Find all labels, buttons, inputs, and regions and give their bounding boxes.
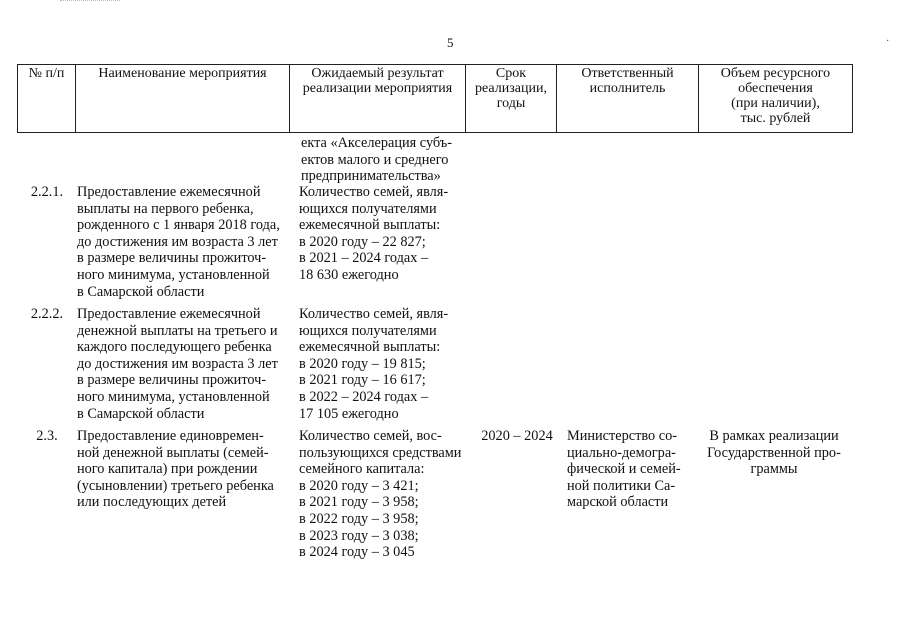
header-term: Срок реализации, годы: [466, 65, 557, 133]
row-name: Предоставление ежемесячной выплаты на первого ребенка, рожденного с 1 января 2018 года, до достижения им возраста 3 лет в размере величины прожиточ- ного минимума, установленной в Самарской области: [77, 184, 280, 300]
row-executor: Министерство со- циально-демогра- фической и семей- ной политики Са- марской области: [567, 428, 681, 511]
row-result: Количество семей, явля- ющихся получателями ежемесячной выплаты: в 2020 году – 22 827; в 2021 – 2024 годах – 18 630 ежегодно: [299, 184, 449, 283]
continuation-text: екта «Акселерация субъ- ектов малого и среднего предпринимательства»: [301, 135, 452, 185]
table-header: [17, 64, 853, 133]
row-term: 2020 – 2024: [481, 428, 553, 444]
row-resources: В рамках реализации Государственной про- граммы: [707, 428, 841, 478]
row-number: 2.2.2.: [30, 306, 64, 322]
row-number: 2.2.1.: [30, 184, 64, 200]
header-executor: Ответственный исполнитель: [557, 65, 699, 133]
page-number: 5: [447, 35, 454, 50]
row-number: 2.3.: [36, 428, 58, 444]
row-result: Количество семей, явля- ющихся получателями ежемесячной выплаты: в 2020 году – 19 815; в 2021 году – 16 617; в 2022 – 2024 годах – 17 105 ежегодно: [299, 306, 449, 422]
row-name: Предоставление ежемесячной денежной выплаты на третьего и каждого последующего ребенка до достижения им возраста 3 лет в размере величины прожиточ- ного минимума, установленной в Самарской области: [77, 306, 278, 422]
row-result: Количество семей, вос- пользующихся средствами семейного капитала: в 2020 году – 3 421; в 2021 году – 3 958; в 2022 году – 3 958; в 2023 году – 3 038; в 2024 году – 3 045: [299, 428, 462, 561]
header-resources: Объем ресурсного обеспечения (при наличии), тыс. рублей: [699, 65, 853, 133]
scan-artifact: [60, 0, 120, 5]
row-name: Предоставление единовремен- ной денежной выплаты (семей- ного капитала) при рождении (усыновлении) третьего ребенка или последующих детей: [77, 428, 274, 511]
header-result: Ожидаемый результат реализации мероприятия: [290, 65, 466, 133]
header-name: Наименование мероприятия: [76, 65, 290, 133]
header-number: № п/п: [18, 65, 76, 133]
scan-dot: ·: [886, 36, 890, 47]
